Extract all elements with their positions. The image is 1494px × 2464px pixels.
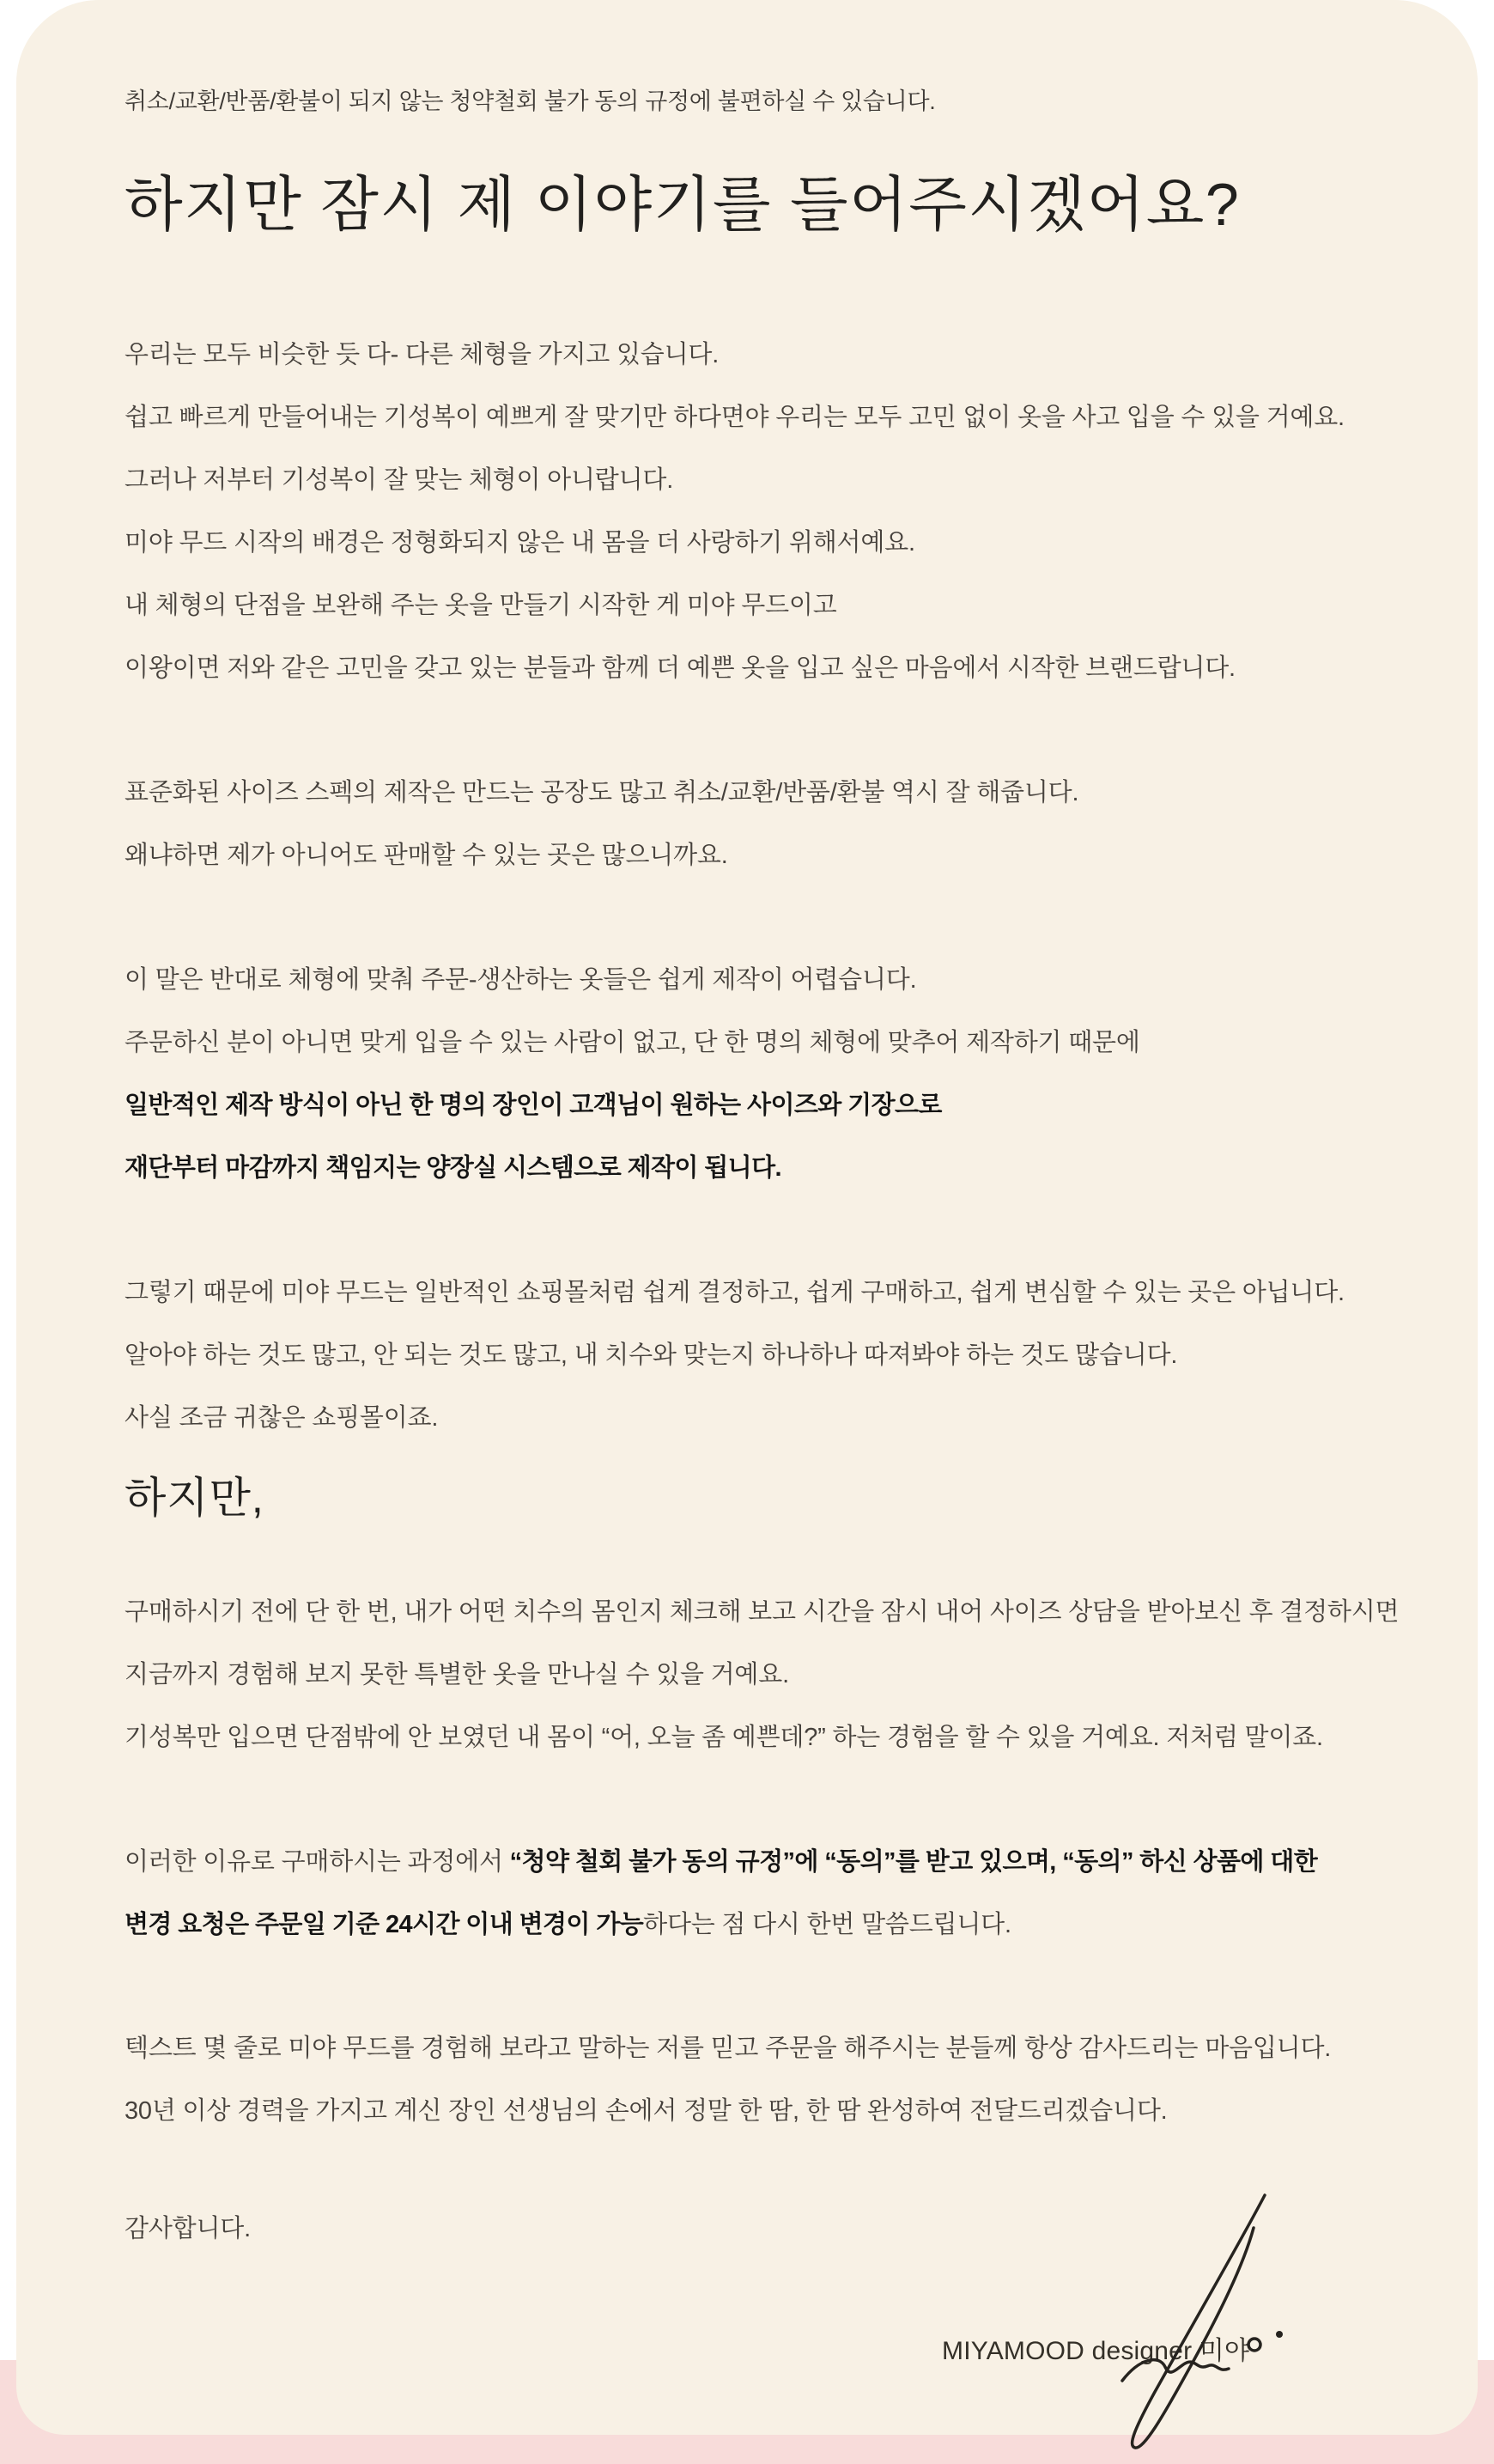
story-line: 그러나 저부터 기성복이 잘 맞는 체형이 아니랍니다.: [125, 466, 674, 494]
agreement-block: [125, 1831, 1426, 1956]
story-line: 우리는 모두 비슷한 듯 다- 다른 체형을 가지고 있습니다.: [125, 341, 720, 368]
custom-bold-line: 재단부터 마감까지 책임지는 양장실 시스템으로 제작이 됩니다.: [125, 1154, 781, 1182]
closing-line: 감사합니다.: [125, 2215, 251, 2242]
agreement-line-2-bold: 변경 요청은 주문일 기준 24시간 이내 변경이 가능: [125, 1911, 644, 1938]
standard-production-block: [125, 762, 1426, 887]
honest-line: 사실 조금 귀찮은 쇼핑몰이죠.: [125, 1404, 439, 1432]
standard-line: 왜냐하면 제가 아니어도 판매할 수 있는 곳은 많으니까요.: [125, 842, 728, 869]
standard-line: 표준화된 사이즈 스펙의 제작은 만드는 공장도 많고 취소/교환/반품/환불 역시 잘 해줍니다.: [125, 779, 1079, 806]
letter-card: [16, 0, 1478, 2435]
designer-credit: MIYAMOOD designer 미야: [942, 2337, 1250, 2365]
honest-line: 그렇기 때문에 미야 무드는 일반적인 쇼핑몰처럼 쉽게 결정하고, 쉽게 구매하고, 쉽게 변심할 수 있는 곳은 아닙니다.: [125, 1279, 1345, 1306]
agreement-line-1-bold: “청약 철회 불가 동의 규정”에 “동의”를 받고 있으며, “동의” 하신 상품에 대한: [509, 1848, 1318, 1876]
agreement-line-2: [125, 1894, 1426, 1956]
letter-content: [16, 0, 1478, 2260]
story-block: [125, 324, 1426, 700]
promise-line: 구매하시기 전에 단 한 번, 내가 어떤 치수의 몸인지 체크해 보고 시간을 잠시 내어 사이즈 상담을 받아보신 후 결정하시면: [125, 1598, 1400, 1626]
promise-line: 지금까지 경험해 보지 못한 특별한 옷을 만나실 수 있을 거예요.: [125, 1661, 789, 1688]
handwritten-headline: 하지만 잠시 제 이야기를 들어주시겠어요?: [125, 171, 1241, 238]
custom-line: 이 말은 반대로 체형에 맞춰 주문-생산하는 옷들은 쉽게 제작이 어렵습니다.: [125, 966, 917, 994]
honest-block: [125, 1262, 1426, 1450]
promise-line: 기성복만 입으면 단점밖에 안 보였던 내 몸이 “어, 오늘 좀 예쁜데?” 하는 경험을 할 수 있을 거예요. 저처럼 말이죠.: [125, 1724, 1323, 1751]
story-line: 쉽고 빠르게 만들어내는 기성복이 예쁘게 잘 맞기만 하다면야 우리는 모두 고민 없이 옷을 사고 입을 수 있을 거예요.: [125, 404, 1345, 431]
story-line: 미야 무드 시작의 배경은 정형화되지 않은 내 몸을 더 사랑하기 위해서예요.: [125, 529, 915, 557]
custom-line: 주문하신 분이 아니면 맞게 입을 수 있는 사람이 없고, 단 한 명의 체형에 맞추어 제작하기 때문에: [125, 1029, 1140, 1056]
custom-production-block: [125, 949, 1426, 1200]
promise-block: [125, 1581, 1426, 1769]
honest-line: 알아야 하는 것도 많고, 안 되는 것도 많고, 내 치수와 맞는지 하나하나 따져봐야 하는 것도 많습니다.: [125, 1342, 1178, 1369]
thanks-line: 텍스트 몇 줄로 미야 무드를 경험해 보라고 말하는 저를 믿고 주문을 해주시는 분들께 항상 감사드리는 마음입니다.: [125, 2035, 1332, 2062]
custom-bold-line: 일반적인 제작 방식이 아닌 한 명의 장인이 고객님이 원하는 사이즈와 기장으로: [125, 1092, 942, 1119]
agreement-line-1: [125, 1831, 1426, 1894]
agreement-line-2-suffix: 하다는 점 다시 한번 말씀드립니다.: [643, 1911, 1011, 1938]
story-line: 내 체형의 단점을 보완해 주는 옷을 만들기 시작한 게 미야 무드이고: [125, 592, 837, 619]
handwritten-interlude: 하지만,: [125, 1474, 264, 1522]
agreement-line-1-prefix: 이러한 이유로 구매하시는 과정에서: [125, 1848, 510, 1876]
withdrawal-disclaimer: 취소/교환/반품/환불이 되지 않는 청약철회 불가 동의 규정에 불편하실 수 있습니다.: [125, 88, 936, 114]
story-line: 이왕이면 저와 같은 고민을 갖고 있는 분들과 함께 더 예쁜 옷을 입고 싶은 마음에서 시작한 브랜드랍니다.: [125, 654, 1236, 682]
thanks-block: [125, 2017, 1426, 2143]
designer-signature: [1078, 2192, 1309, 2452]
thanks-line: 30년 이상 경력을 가지고 계신 장인 선생님의 손에서 정말 한 땀, 한 땀 완성하여 전달드리겠습니다.: [125, 2097, 1168, 2125]
